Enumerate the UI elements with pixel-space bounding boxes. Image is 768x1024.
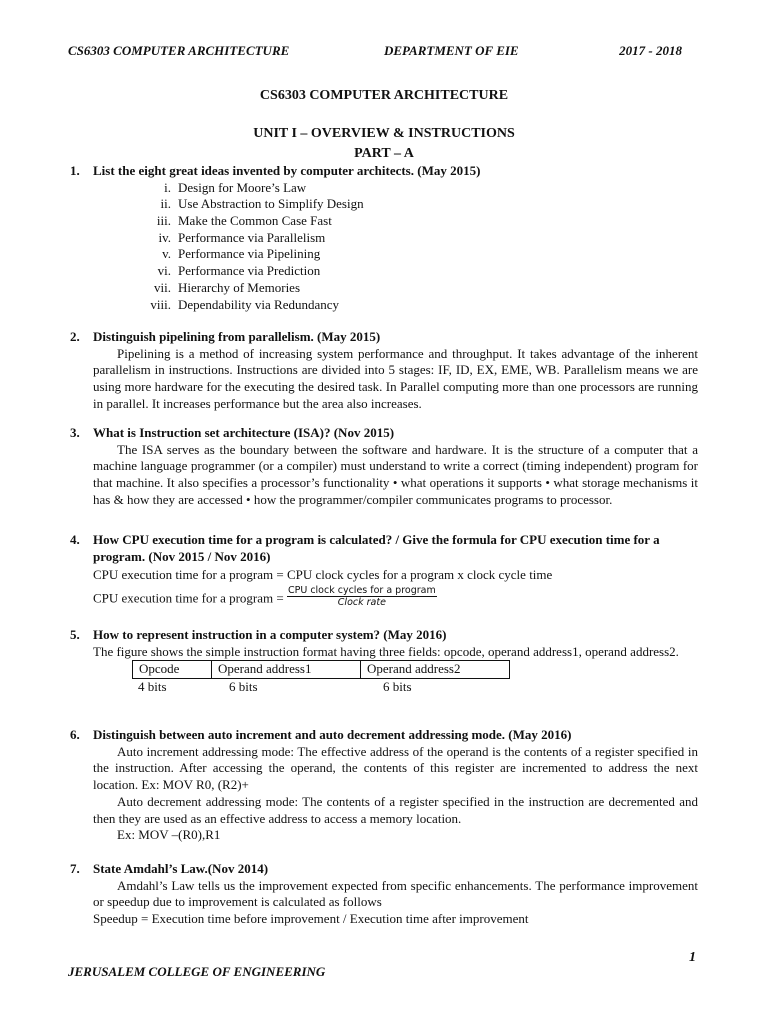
document-title: CS6303 COMPUTER ARCHITECTURE: [259, 88, 509, 103]
field-bits: [132, 679, 698, 696]
unit-heading: UNIT I – OVERVIEW & INSTRUCTIONS: [253, 126, 515, 141]
list-item: vii. Hierarchy of Memories: [154, 279, 301, 295]
question-number: 1.: [70, 163, 80, 178]
answer-paragraph: Auto increment addressing mode: The effective address of the operand is the contents of a register specified in the instruction. After accessing the operand, the contents of this register are incremented to address the next location. Ex: MOV R0, (R2)+: [93, 743, 698, 793]
header-department: DEPARTMENT OF EIE: [384, 43, 519, 58]
page-header: [68, 43, 682, 59]
great-ideas-list: [70, 180, 698, 314]
field-operand-1: Operand address1: [212, 661, 361, 679]
part-heading: PART – A: [354, 146, 414, 161]
question-text: How to represent instruction in a computer system? (May 2016): [93, 627, 447, 642]
question-text: Distinguish pipelining from parallelism. (May 2015): [93, 329, 381, 344]
page-number: 1: [689, 950, 696, 965]
question-text: How CPU execution time for a program is calculated? / Give the formula for CPU execution time for a program. (Nov 2015 / Nov 2016): [93, 532, 660, 564]
bits-operand-2: 6 bits: [383, 679, 412, 695]
question-text: State Amdahl’s Law.(Nov 2014): [93, 861, 269, 876]
question-number: 5.: [70, 627, 80, 642]
list-item: vi. Performance via Prediction: [157, 263, 321, 279]
question-3: [70, 425, 698, 509]
list-item: viii. Dependability via Redundancy: [150, 296, 340, 312]
answer-text: Pipelining is a method of increasing system performance and throughput. It takes advantage of the inherent parallelism in instructions. Instructions are divided into 5 stages: IF, ID, EX, EME, WB. Parallelism means we are using more hardware for the executing the desired task. In Parallel computing more than one processors are running in parallel. It increases performance but the area also increases.: [93, 345, 698, 411]
question-number: 7.: [70, 861, 80, 876]
fraction-denominator: Clock rate: [337, 597, 386, 609]
answer-paragraph: Auto decrement addressing mode: The contents of a register specified in the instruction are decremented and then they are used as an effective address to access a memory location.: [93, 793, 698, 826]
question-number: 3.: [70, 425, 80, 440]
list-item: ii. Use Abstraction to Simplify Design: [160, 196, 364, 212]
question-7: [70, 861, 698, 928]
question-text: List the eight great ideas invented by computer architects. (May 2015): [93, 163, 481, 178]
question-number: 4.: [70, 532, 80, 547]
page-footer: JERUSALEM COLLEGE OF ENGINEERING: [68, 964, 326, 979]
question-number: 6.: [70, 727, 80, 742]
answer-paragraph: Ex: MOV –(R0),R1: [117, 827, 221, 843]
question-4: [70, 532, 698, 611]
answer-text: The ISA serves as the boundary between the software and hardware. It is the structure of a computer that a machine language programmer (or a compiler) must understand to write a correct (timing independent) program for that machine. It also specifies a processor’s functionality • what operations it supports • what storage mechanisms it has & how they are accessed • how the programmer/compiler communicates programs to processor.: [93, 441, 698, 507]
question-number: 2.: [70, 329, 80, 344]
formula-line-2: CPU execution time for a program = $\frac{\text{CPU clock cycles for a program}}{\text{Clock rate}}$: [93, 585, 436, 609]
answer-paragraph: Speedup = Execution time before improvement / Execution time after improvement: [93, 911, 529, 927]
instruction-format-table: [132, 660, 510, 679]
formula-fraction: [287, 585, 437, 608]
fraction-numerator: CPU clock cycles for a program: [287, 585, 436, 597]
question-1: [70, 163, 698, 313]
question-5: [70, 627, 698, 696]
answer-text: The figure shows the simple instruction format having three fields: opcode, operand address1, operand address2.: [93, 643, 679, 659]
list-item: v. Performance via Pipelining: [162, 246, 321, 262]
field-opcode: Opcode: [133, 661, 212, 679]
list-item: i. Design for Moore’s Law: [164, 179, 307, 195]
list-item: iii. Make the Common Case Fast: [156, 213, 332, 229]
formula-line-1: CPU execution time for a program = CPU clock cycles for a program x clock cycle time: [93, 567, 553, 583]
header-year: 2017 - 2018: [619, 43, 682, 58]
bits-opcode: 4 bits: [138, 679, 167, 695]
list-item: iv. Performance via Parallelism: [158, 229, 326, 245]
header-course: CS6303 COMPUTER ARCHITECTURE: [68, 43, 290, 58]
question-2: [70, 329, 698, 413]
question-text: What is Instruction set architecture (ISA)? (Nov 2015): [93, 425, 395, 440]
question-6: [70, 727, 698, 844]
answer-paragraph: Amdahl’s Law tells us the improvement expected from specific enhancements. The performance improvement or speedup due to improvement is calculated as follows: [93, 877, 698, 910]
field-operand-2: Operand address2: [361, 661, 510, 679]
bits-operand-1: 6 bits: [229, 679, 258, 695]
question-text: Distinguish between auto increment and auto decrement addressing mode. (May 2016): [93, 727, 572, 742]
